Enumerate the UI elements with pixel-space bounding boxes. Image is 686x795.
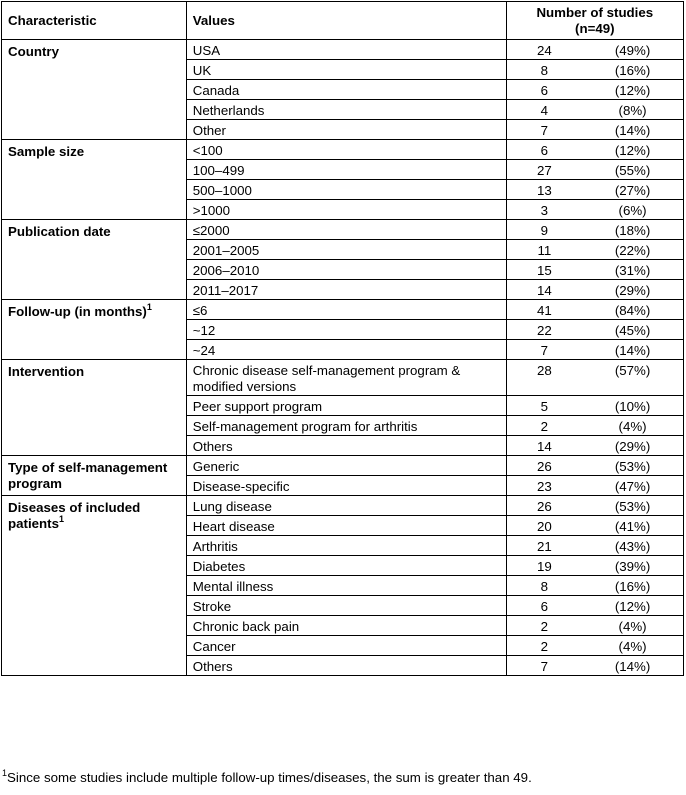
characteristic-cell [2,300,187,360]
characteristic-cell [2,140,187,220]
percent-cell: (39%) [582,556,683,576]
count-cell: 8 [506,60,582,80]
header-values: Values [186,2,506,40]
percent-cell: (41%) [582,516,683,536]
count-cell: 13 [506,180,582,200]
count-cell: 14 [506,436,582,456]
value-cell: Self-management program for arthritis [186,416,506,436]
footnote-marker: 1 [2,767,8,778]
percent-cell: (18%) [582,220,683,240]
percent-cell: (29%) [582,436,683,456]
characteristic-cell [2,360,187,456]
value-cell: <100 [186,140,506,160]
count-cell: 19 [506,556,582,576]
value-cell: Chronic disease self-management program & modified versions [186,360,506,396]
count-cell: 14 [506,280,582,300]
count-cell: 6 [506,140,582,160]
count-cell: 5 [506,396,582,416]
percent-cell: (31%) [582,260,683,280]
percent-cell: (14%) [582,120,683,140]
table-row [2,140,684,160]
count-cell: 41 [506,300,582,320]
value-cell: Cancer [186,636,506,656]
percent-cell: (47%) [582,476,683,496]
percent-cell: (43%) [582,536,683,556]
study-characteristics-table [1,1,684,676]
value-cell: Peer support program [186,396,506,416]
header-number-line1: Number of studies [536,5,654,20]
characteristic-label: Type of self-management program [8,460,168,491]
value-cell: Disease-specific [186,476,506,496]
characteristic-cell [2,220,187,300]
count-cell: 11 [506,240,582,260]
value-cell: ~24 [186,340,506,360]
count-cell: 7 [506,656,582,676]
characteristic-label: Intervention [8,364,85,379]
characteristic-label: Country [8,44,59,59]
characteristic-cell [2,456,187,496]
value-cell: Stroke [186,596,506,616]
value-cell: Canada [186,80,506,100]
percent-cell: (8%) [582,100,683,120]
count-cell: 8 [506,576,582,596]
count-cell: 7 [506,340,582,360]
characteristic-label: Sample size [8,144,85,159]
value-cell: 100–499 [186,160,506,180]
header-characteristic: Characteristic [2,2,187,40]
value-cell: Others [186,656,506,676]
percent-cell: (22%) [582,240,683,260]
value-cell: 2001–2005 [186,240,506,260]
count-cell: 15 [506,260,582,280]
count-cell: 27 [506,160,582,180]
count-cell: 23 [506,476,582,496]
table-row [2,220,684,240]
percent-cell: (10%) [582,396,683,416]
value-cell: 2006–2010 [186,260,506,280]
characteristic-label: Follow-up (in months) [8,304,147,319]
count-cell: 6 [506,596,582,616]
percent-cell: (16%) [582,60,683,80]
header-number-of-studies [506,2,683,40]
table-row [2,40,684,60]
percent-cell: (12%) [582,596,683,616]
count-cell: 24 [506,40,582,60]
characteristic-label: Publication date [8,224,111,239]
table-row [2,496,684,516]
percent-cell: (16%) [582,576,683,596]
value-cell: UK [186,60,506,80]
value-cell: Heart disease [186,516,506,536]
percent-cell: (53%) [582,456,683,476]
count-cell: 2 [506,636,582,656]
footnote-ref: 1 [58,513,64,524]
value-cell: >1000 [186,200,506,220]
percent-cell: (29%) [582,280,683,300]
value-cell: Diabetes [186,556,506,576]
percent-cell: (14%) [582,656,683,676]
value-cell: 500–1000 [186,180,506,200]
characteristic-cell [2,40,187,140]
percent-cell: (84%) [582,300,683,320]
characteristic-cell [2,496,187,676]
count-cell: 26 [506,496,582,516]
value-cell: 2011–2017 [186,280,506,300]
percent-cell: (45%) [582,320,683,340]
percent-cell: (55%) [582,160,683,180]
value-cell: Lung disease [186,496,506,516]
count-cell: 20 [506,516,582,536]
percent-cell: (49%) [582,40,683,60]
count-cell: 26 [506,456,582,476]
percent-cell: (14%) [582,340,683,360]
percent-cell: (57%) [582,360,683,396]
percent-cell: (12%) [582,140,683,160]
table-row [2,360,684,396]
table-body [2,40,684,676]
footnote [2,767,532,785]
value-cell: Netherlands [186,100,506,120]
count-cell: 3 [506,200,582,220]
percent-cell: (4%) [582,416,683,436]
count-cell: 28 [506,360,582,396]
value-cell: Other [186,120,506,140]
characteristic-label: Diseases of included patients [8,500,141,531]
count-cell: 4 [506,100,582,120]
count-cell: 9 [506,220,582,240]
footnote-ref: 1 [146,301,152,312]
percent-cell: (53%) [582,496,683,516]
percent-cell: (12%) [582,80,683,100]
value-cell: Chronic back pain [186,616,506,636]
table-row [2,456,684,476]
count-cell: 6 [506,80,582,100]
count-cell: 7 [506,120,582,140]
count-cell: 22 [506,320,582,340]
count-cell: 21 [506,536,582,556]
value-cell: ~12 [186,320,506,340]
value-cell: Mental illness [186,576,506,596]
value-cell: Arthritis [186,536,506,556]
table-row [2,300,684,320]
table-header-row [2,2,684,40]
percent-cell: (27%) [582,180,683,200]
header-number-line2: (n=49) [575,21,615,36]
percent-cell: (6%) [582,200,683,220]
value-cell: Others [186,436,506,456]
percent-cell: (4%) [582,616,683,636]
count-cell: 2 [506,416,582,436]
value-cell: Generic [186,456,506,476]
value-cell: ≤6 [186,300,506,320]
percent-cell: (4%) [582,636,683,656]
footnote-text: Since some studies include multiple follow-up times/diseases, the sum is greater than 49. [7,770,532,785]
value-cell: ≤2000 [186,220,506,240]
count-cell: 2 [506,616,582,636]
value-cell: USA [186,40,506,60]
